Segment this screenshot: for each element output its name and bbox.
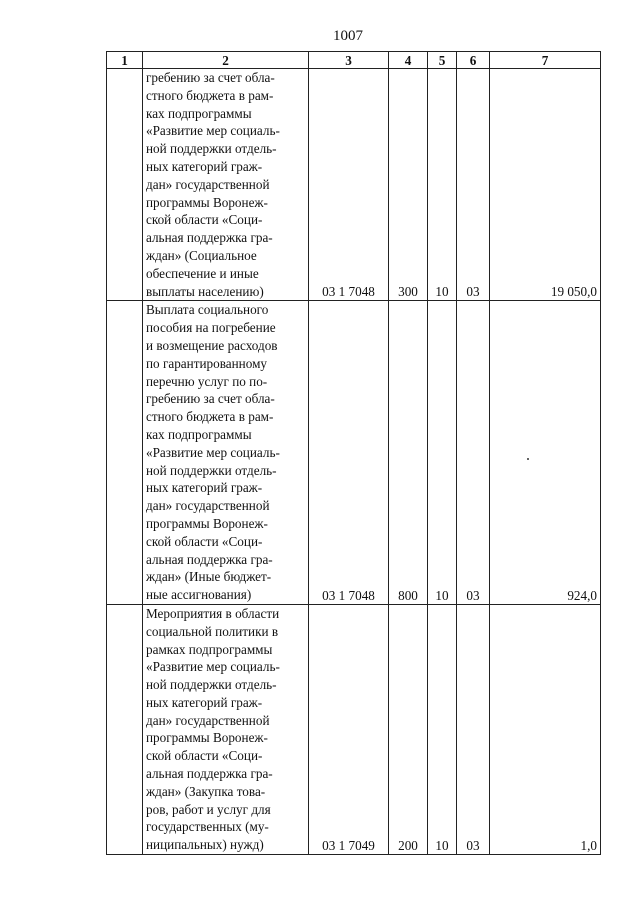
description-line: ных категорий граж-: [146, 694, 263, 710]
description-cell: [143, 604, 309, 854]
description-line: ждан» (Закупка това-: [146, 783, 266, 799]
description-line: программы Воронеж-: [146, 194, 268, 210]
description-line: ждан» (Социальное: [146, 247, 257, 263]
description-line: обеспечение и иные: [146, 265, 259, 281]
target-article-cell: 03 1 7048: [309, 69, 389, 301]
description-cell: [143, 301, 309, 605]
header-col-6: 6: [457, 52, 490, 69]
row-number-cell: [107, 604, 143, 854]
budget-table: [106, 51, 601, 855]
description-line: по гарантированному: [146, 355, 268, 371]
description-line: ной поддержки отдель-: [146, 141, 277, 157]
description-line: ках подпрограммы: [146, 426, 252, 442]
subsection-cell: 03: [457, 301, 490, 605]
target-article-cell: 03 1 7049: [309, 604, 389, 854]
description-cell: [143, 69, 309, 301]
section-cell: 10: [428, 604, 457, 854]
description-line: гребению за счет обла-: [146, 391, 275, 407]
subsection-cell: 03: [457, 604, 490, 854]
description-line: альная поддержка гра-: [146, 551, 273, 567]
description-line: ской области «Соци-: [146, 212, 263, 228]
description-line: перечню услуг по по-: [146, 373, 268, 389]
description-line: дан» государственной: [146, 498, 270, 514]
header-col-5: 5: [428, 52, 457, 69]
amount-cell: 19 050,0: [490, 69, 601, 301]
target-article-cell: 03 1 7048: [309, 301, 389, 605]
description-line: альная поддержка гра-: [146, 766, 273, 782]
subsection-cell: 03: [457, 69, 490, 301]
description-line: ных категорий граж-: [146, 158, 263, 174]
description-line: ной поддержки отдель-: [146, 462, 277, 478]
page-number: 1007: [333, 28, 363, 44]
header-col-7: 7: [490, 52, 601, 69]
header-row: [107, 52, 601, 69]
scan-speck: [527, 458, 529, 460]
description-line: ках подпрограммы: [146, 105, 252, 121]
description-line: ров, работ и услуг для: [146, 801, 271, 817]
description-line: ской области «Соци-: [146, 533, 263, 549]
description-line: ных категорий граж-: [146, 480, 263, 496]
description-line: альная поддержка гра-: [146, 230, 273, 246]
row-number-cell: [107, 301, 143, 605]
description-line: ждан» (Иные бюджет-: [146, 569, 272, 585]
description-line: ные ассигнования): [146, 587, 252, 603]
header-col-1: 1: [107, 52, 143, 69]
description-line: стного бюджета в рам-: [146, 409, 274, 425]
description-line: рамках подпрограммы: [146, 641, 273, 657]
section-cell: 10: [428, 301, 457, 605]
description-line: и возмещение расходов: [146, 337, 278, 353]
description-line: Мероприятия в области: [146, 605, 280, 621]
description-line: ниципальных) нужд): [146, 837, 264, 853]
description-line: стного бюджета в рам-: [146, 87, 274, 103]
section-cell: 10: [428, 69, 457, 301]
description-line: ской области «Соци-: [146, 748, 263, 764]
description-line: «Развитие мер социаль-: [146, 123, 280, 139]
description-line: выплаты населению): [146, 283, 264, 299]
description-line: гребению за счет обла-: [146, 70, 275, 85]
header-col-4: 4: [389, 52, 428, 69]
description-line: «Развитие мер социаль-: [146, 444, 280, 460]
expense-type-cell: 300: [389, 69, 428, 301]
table-row: [107, 301, 601, 605]
expense-type-cell: 200: [389, 604, 428, 854]
description-line: программы Воронеж-: [146, 515, 268, 531]
description-line: ной поддержки отдель-: [146, 677, 277, 693]
description-line: социальной политики в: [146, 623, 279, 639]
amount-cell: 1,0: [490, 604, 601, 854]
expense-type-cell: 800: [389, 301, 428, 605]
description-line: пособия на погребение: [146, 320, 276, 336]
header-col-2: 2: [143, 52, 309, 69]
description-line: Выплата социального: [146, 302, 269, 318]
table-row: [107, 604, 601, 854]
row-number-cell: [107, 69, 143, 301]
description-line: государственных (му-: [146, 819, 269, 835]
description-line: «Развитие мер социаль-: [146, 659, 280, 675]
amount-cell: 924,0: [490, 301, 601, 605]
table-row: [107, 69, 601, 301]
description-line: программы Воронеж-: [146, 730, 268, 746]
table-body: [107, 69, 601, 855]
description-line: дан» государственной: [146, 176, 270, 192]
header-col-3: 3: [309, 52, 389, 69]
description-line: дан» государственной: [146, 712, 270, 728]
